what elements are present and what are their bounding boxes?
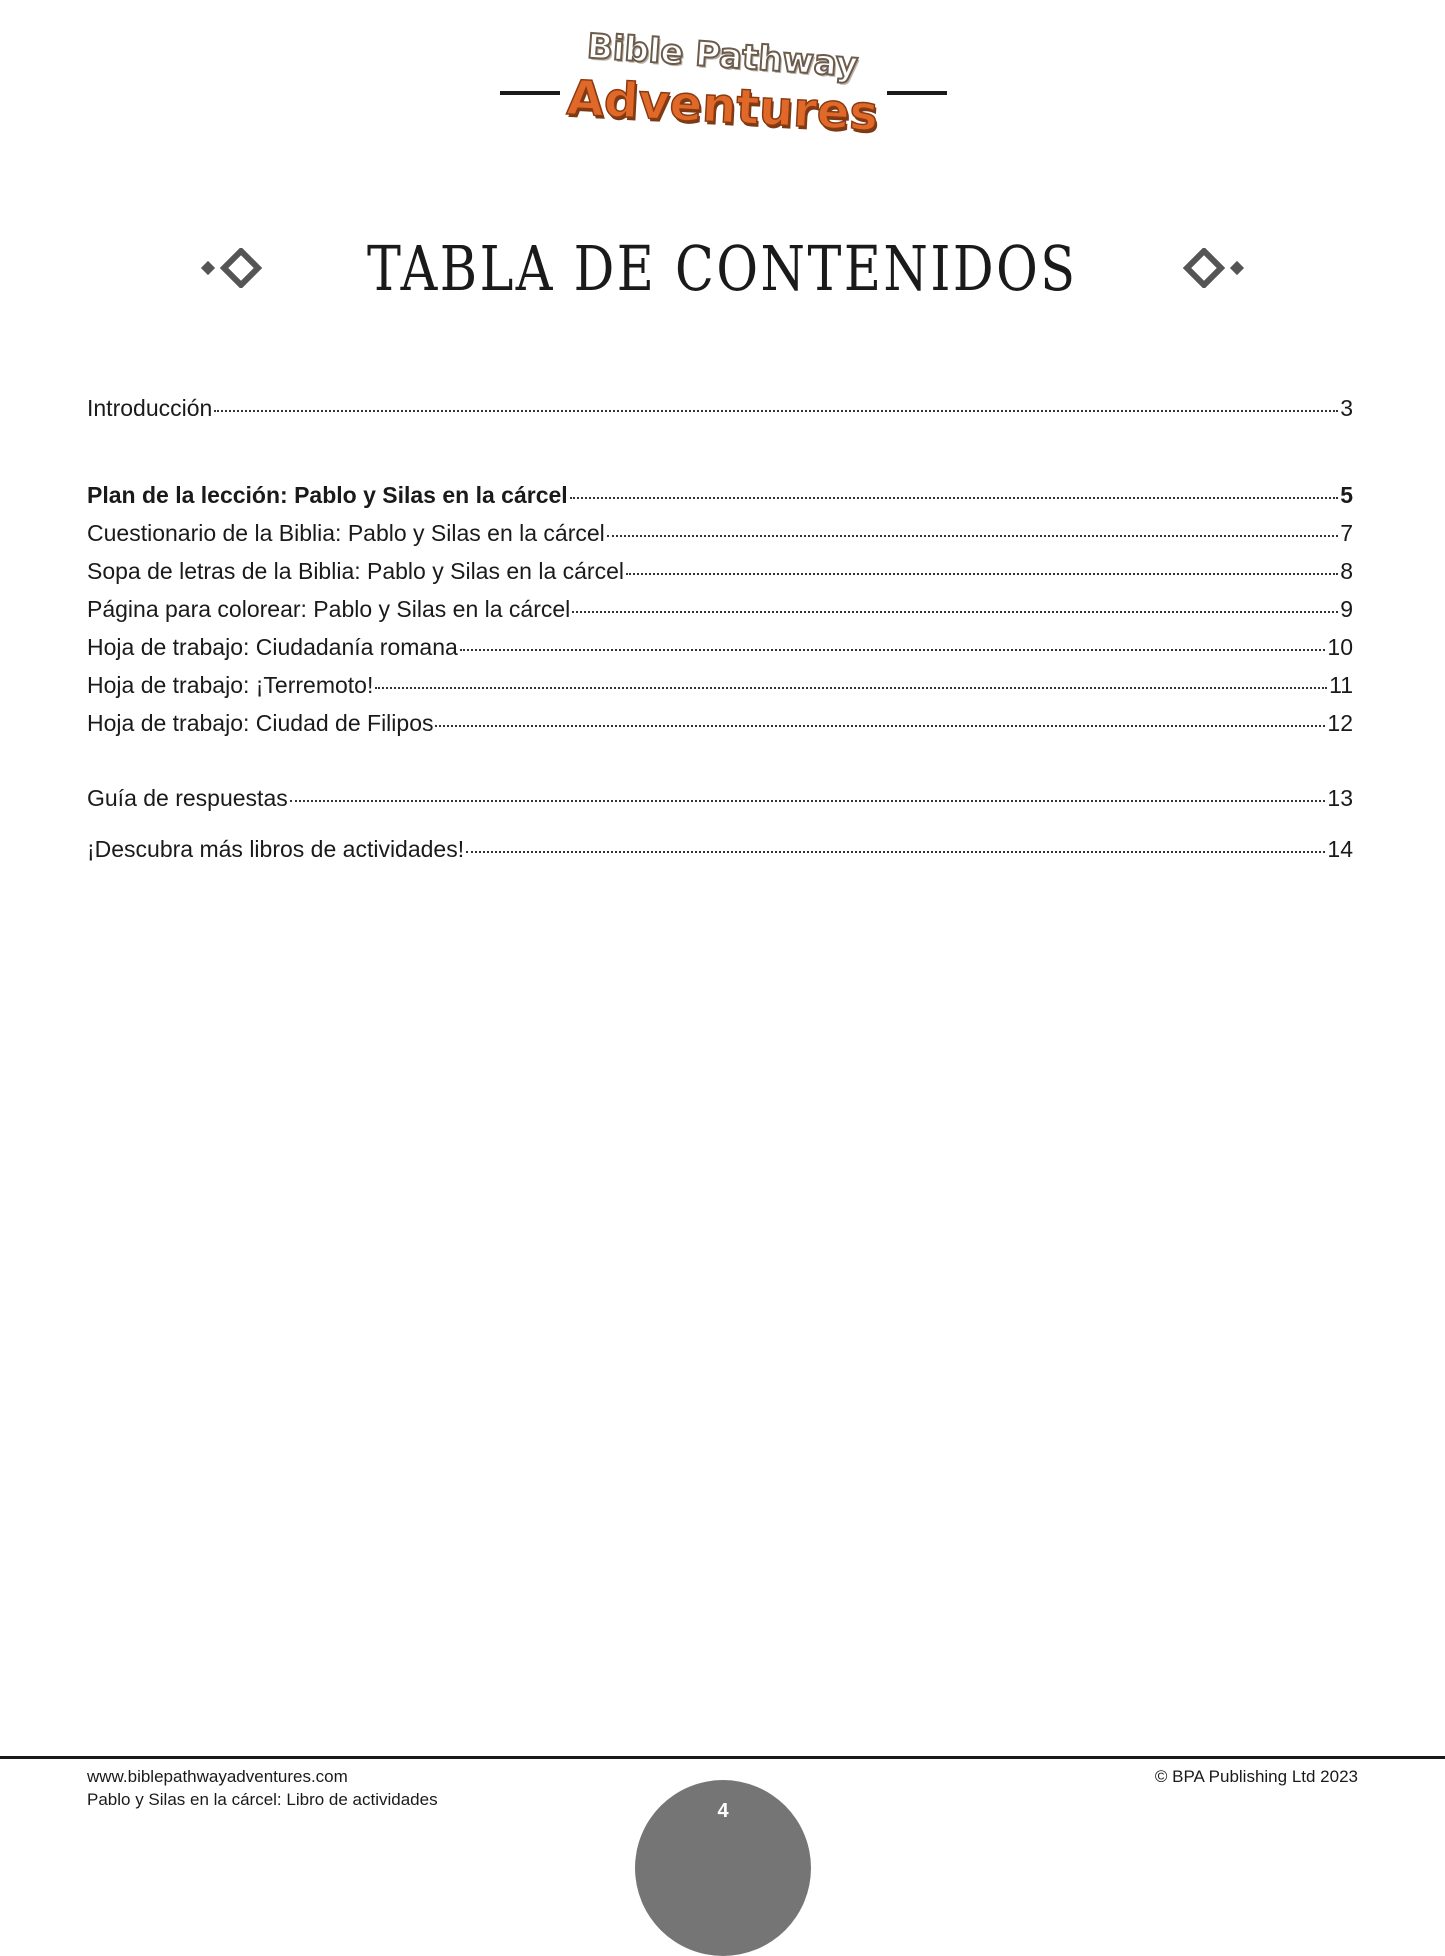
toc-entry-earthquake[interactable]	[87, 672, 1353, 708]
toc-entry-page: 12	[1327, 710, 1353, 736]
dot-leader	[290, 799, 1326, 802]
toc-entry-word-search[interactable]	[87, 558, 1353, 594]
toc-entry-page: 11	[1329, 672, 1353, 698]
toc-entry-label: Cuestionario de la Biblia: Pablo y Silas en la cárcel	[87, 520, 605, 546]
toc-entry-lesson-plan[interactable]	[87, 482, 1353, 518]
toc-entry-label: Hoja de trabajo: Ciudadanía romana	[87, 634, 458, 660]
toc-entry-answer-key[interactable]	[87, 785, 1353, 821]
logo-text-bottom: Adventures	[565, 69, 880, 143]
toc-entry-page: 5	[1340, 482, 1353, 508]
toc-entry-label: Introducción	[87, 395, 213, 421]
page-number: 4	[717, 1800, 729, 1822]
toc-entry-philippi[interactable]	[87, 710, 1353, 746]
toc-entry-label: Plan de la lección: Pablo y Silas en la cárcel	[87, 482, 568, 508]
page-title: TABLA DE CONTENIDOS	[367, 231, 1078, 305]
logo-right-rule	[887, 91, 947, 95]
footer-left	[87, 1765, 438, 1811]
dot-leader	[607, 534, 1338, 537]
toc-entry-label: Hoja de trabajo: ¡Terremoto!	[87, 672, 374, 698]
toc-entry-label: Sopa de letras de la Biblia: Pablo y Silas en la cárcel	[87, 558, 624, 584]
logo-text-top: Bible Pathway	[585, 26, 860, 86]
dot-leader	[460, 648, 1326, 651]
toc-entry-roman-citizenship[interactable]	[87, 634, 1353, 670]
footer-website-link[interactable]: www.biblepathwayadventures.com	[87, 1767, 348, 1786]
toc-entry-page: 8	[1340, 558, 1353, 584]
footer-divider	[0, 1756, 1445, 1759]
diamond-ornament-right-icon	[1176, 248, 1246, 288]
toc-entry-label: Página para colorear: Pablo y Silas en la cárcel	[87, 596, 571, 622]
toc-entry-page: 9	[1340, 596, 1353, 622]
dot-leader	[626, 572, 1338, 575]
diamond-ornament-left-icon	[199, 248, 269, 288]
footer-copyright: © BPA Publishing Ltd 2023	[1154, 1767, 1358, 1786]
logo-left-rule	[500, 91, 560, 95]
toc-entry-bible-quiz[interactable]	[87, 520, 1353, 556]
dot-leader	[466, 850, 1325, 853]
dot-leader	[375, 686, 1327, 689]
dot-leader	[435, 724, 1325, 727]
dot-leader	[572, 610, 1338, 613]
toc-entry-page: 3	[1340, 395, 1353, 421]
toc-entry-more-books[interactable]	[87, 836, 1353, 872]
toc-entry-label: Hoja de trabajo: Ciudad de Filipos	[87, 710, 434, 736]
toc-entry-introduction[interactable]	[87, 395, 1353, 431]
toc-entry-coloring-page[interactable]	[87, 596, 1353, 632]
toc-entry-page: 10	[1327, 634, 1353, 660]
dot-leader	[570, 496, 1339, 499]
toc-entry-label: Guía de respuestas	[87, 785, 288, 811]
brand-logo	[0, 26, 1445, 143]
dot-leader	[214, 409, 1338, 412]
page-title-row	[0, 228, 1445, 308]
toc-entry-page: 13	[1327, 785, 1353, 811]
toc-entry-page: 7	[1340, 520, 1353, 546]
toc-entry-page: 14	[1327, 836, 1353, 862]
footer-book-title: Pablo y Silas en la cárcel: Libro de actividades	[87, 1790, 438, 1809]
toc-entry-label: ¡Descubra más libros de actividades!	[87, 836, 465, 862]
